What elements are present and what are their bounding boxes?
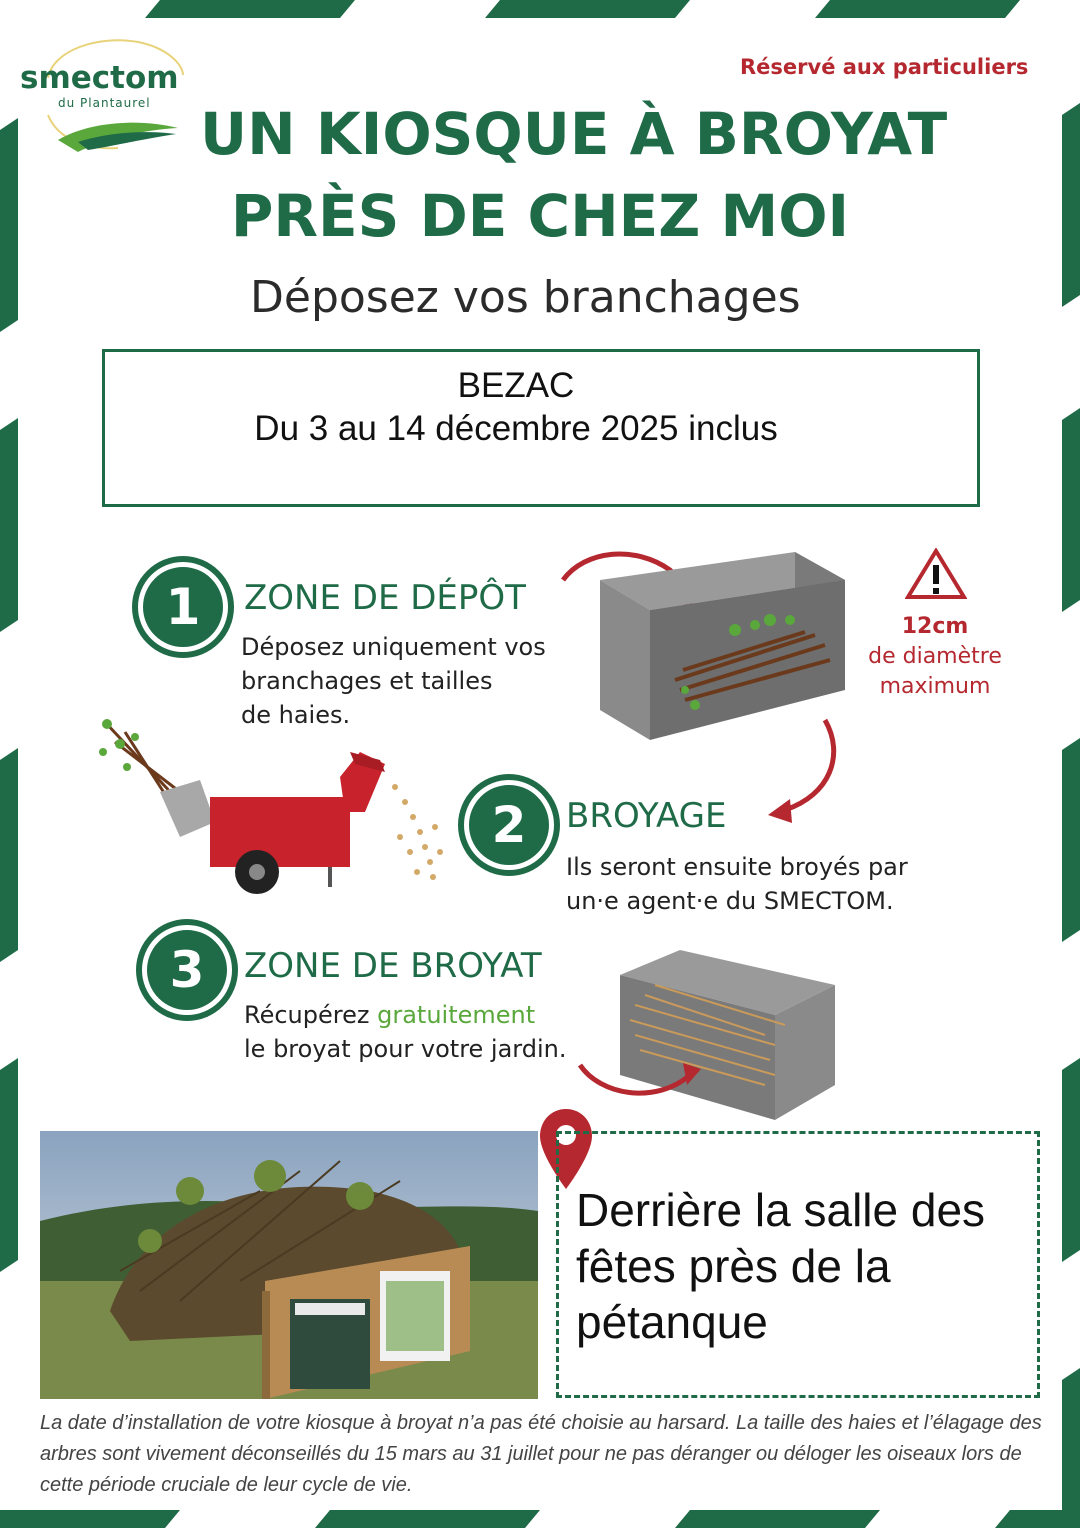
logo-subtitle: du Plantaurel (58, 96, 151, 110)
location-box (556, 1131, 1040, 1398)
step-1-line2: branchages et tailles (241, 667, 493, 695)
location-text: Derrière la salle des fêtes près de la pétanque (576, 1184, 986, 1348)
step-3-highlight: gratuitement (377, 1001, 536, 1029)
step-1-title: ZONE DE DÉPÔT (244, 578, 526, 618)
step-2-title: BROYAGE (566, 796, 727, 836)
arrow-to-broyage (760, 715, 850, 835)
warning-line2: de diamètre (868, 644, 1002, 669)
step-3-text (244, 998, 604, 1066)
step-3-line2: le broyat pour votre jardin. (244, 1035, 567, 1063)
shredder-illustration (95, 712, 455, 902)
title-line1: UN KIOSQUE À BROYAT (200, 100, 948, 168)
step-3-title: ZONE DE BROYAT (244, 946, 542, 986)
title-line2: PRÈS DE CHEZ MOI (230, 182, 850, 250)
warning-icon (905, 548, 967, 600)
footnote: La date d’installation de votre kiosque à broyat n’a pas été choisie au harsard. La taille des haies et l’élagage des arbres sont vivement déconseillés du 15 mars au 31 juillet pour ne pas déranger ou déloger les oiseaux lors de cette période cruciale de leur cycle de vie. (40, 1412, 1042, 1496)
step-3-line1-pre: Récupérez (244, 1001, 378, 1029)
reserve-label: Réservé aux particuliers (740, 55, 1029, 79)
warning-line1: 12cm (901, 614, 969, 639)
kiosk-photo (40, 1131, 538, 1399)
logo-name: smectom (20, 60, 179, 96)
step-3-line1 (244, 998, 604, 1032)
warning-text (855, 612, 1015, 702)
step-1-badge: 1 (138, 562, 228, 652)
step-2-line2: un·e agent·e du SMECTOM. (566, 887, 894, 915)
step-1-line3: de haies. (241, 701, 351, 729)
page-subtitle: Déposez vos branchages (250, 272, 801, 323)
smectom-logo (18, 30, 198, 160)
event-info-box (102, 349, 980, 507)
mulch-bin-illustration (575, 945, 845, 1125)
step-2-text (566, 850, 986, 918)
step-1-line1: Déposez uniquement vos (241, 633, 546, 661)
event-dates: Du 3 au 14 décembre 2025 inclus (254, 409, 778, 448)
step-2-line1: Ils seront ensuite broyés par (566, 853, 908, 881)
event-town: BEZAC (457, 366, 575, 405)
step-2-badge: 2 (464, 780, 554, 870)
warning-line3: maximum (879, 674, 991, 699)
step-3-badge: 3 (142, 925, 232, 1015)
